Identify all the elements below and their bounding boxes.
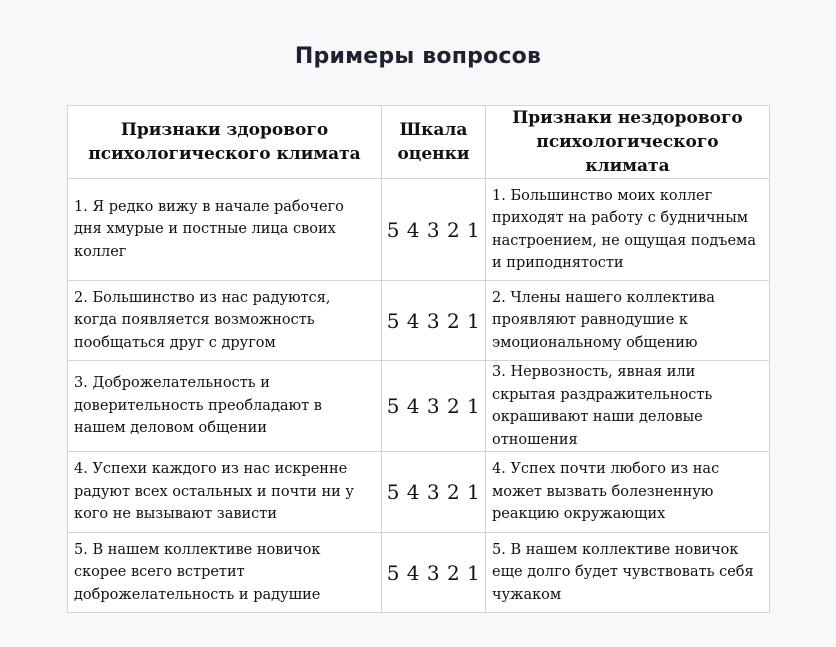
table-row: [68, 281, 770, 361]
unhealthy-statement: 1. Большинство моих коллег приходят на работу с будничным настроением, не ощущая подъема и приподнятости: [486, 179, 770, 281]
healthy-statement: 2. Большинство из нас радуются, когда появляется возможность пообщаться друг с другом: [68, 281, 382, 361]
page-title: Примеры вопросов: [294, 44, 542, 69]
table-row: [68, 179, 770, 281]
header-rating-scale: Шкала оценки: [382, 106, 486, 179]
table-row: [68, 361, 770, 452]
healthy-statement: 5. В нашем коллективе новичок скорее всего встретит доброжелательность и радушие: [68, 533, 382, 613]
header-healthy-signs: Признаки здорового психологического климата: [68, 106, 382, 179]
table-row: [68, 452, 770, 533]
questions-table: [67, 105, 770, 613]
rating-scale: 5 4 3 2 1: [382, 533, 486, 613]
healthy-statement: 3. Доброжелательность и доверительность преобладают в нашем деловом общении: [68, 361, 382, 452]
rating-scale: 5 4 3 2 1: [382, 361, 486, 452]
table-row: [68, 533, 770, 613]
rating-scale: 5 4 3 2 1: [382, 179, 486, 281]
rating-scale: 5 4 3 2 1: [382, 281, 486, 361]
healthy-statement: 4. Успехи каждого из нас искренне радуют всех остальных и почти ни у кого не вызывают зависти: [68, 452, 382, 533]
unhealthy-statement: 3. Нервозность, явная или скрытая раздражительность окрашивают наши деловые отношения: [486, 361, 770, 452]
table-header-row: [68, 106, 770, 179]
unhealthy-statement: 2. Члены нашего коллектива проявляют равнодушие к эмоциональному общению: [486, 281, 770, 361]
rating-scale: 5 4 3 2 1: [382, 452, 486, 533]
healthy-statement: 1. Я редко вижу в начале рабочего дня хмурые и постные лица своих коллег: [68, 179, 382, 281]
unhealthy-statement: 5. В нашем коллективе новичок еще долго будет чувствовать себя чужаком: [486, 533, 770, 613]
unhealthy-statement: 4. Успех почти любого из нас может вызвать болезненную реакцию окружающих: [486, 452, 770, 533]
header-unhealthy-signs: Признаки нездорового психологического климата: [486, 106, 770, 179]
